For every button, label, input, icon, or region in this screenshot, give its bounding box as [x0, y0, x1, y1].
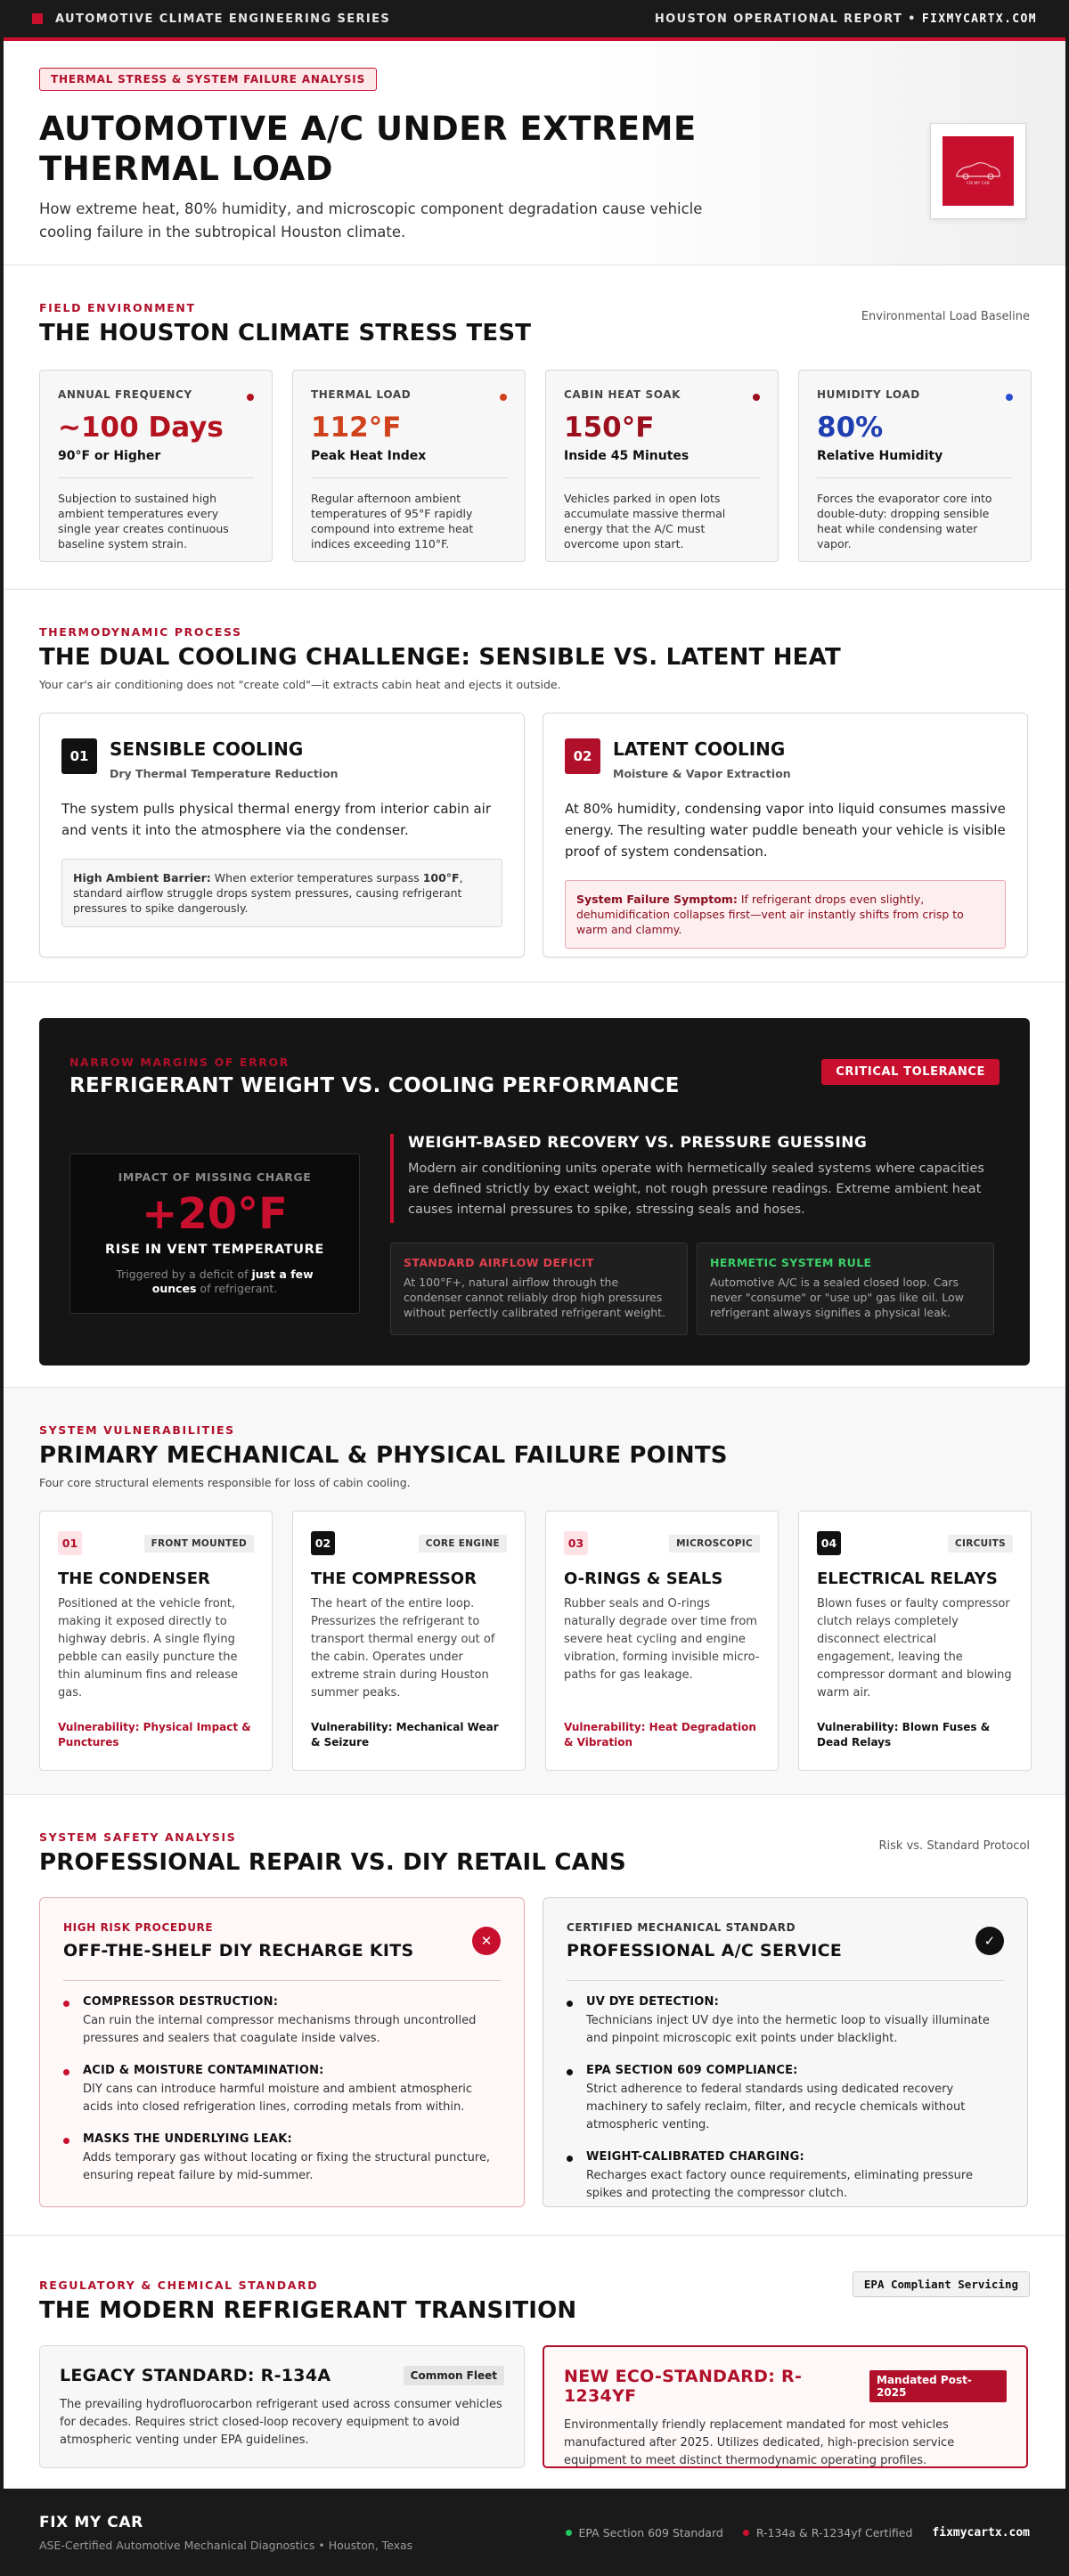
recovery-title: WEIGHT-BASED RECOVERY VS. PRESSURE GUESSING [408, 1134, 868, 1152]
failure-section [4, 1388, 1065, 1795]
footer-sub: ASE-Certified Automotive Mechanical Diagnostics • Houston, Texas [39, 2538, 413, 2552]
failure-point-card [798, 1511, 1032, 1771]
rule-title: HERMETIC SYSTEM RULE [710, 1256, 872, 1269]
note-lead: System Failure Symptom: [576, 893, 738, 906]
vulnerability-label: Vulnerability: Mechanical Wear & Seizure [311, 1721, 499, 1749]
epa-standard-item [566, 2526, 723, 2539]
thermo-subtitle: Your car's air conditioning does not "create cold"—it extracts cabin heat and ejects it outside. [39, 678, 561, 691]
stat-value: 150°F [564, 412, 655, 444]
card-desc: Blown fuses or faulty compressor clutch relays completely disconnect electrical engagement, leaving the compressor dormant and blowing warm air. [817, 1597, 1012, 1700]
list-item [567, 2150, 1004, 2203]
card-number: 04 [817, 1531, 841, 1555]
recovery-block [390, 1134, 994, 1223]
card-body: At 80% humidity, condensing vapor into liquid consumes massive energy. The resulting water puddle beneath your vehicle is visible proof of system condensation. [565, 801, 1006, 860]
item-desc: DIY cans can introduce harmful moisture and ambient atmospheric acids into closed refrigeration lines, corroding metals from within. [83, 2083, 473, 2114]
bullet-icon [567, 2001, 573, 2007]
item-title: EPA SECTION 609 COMPLIANCE: [586, 2064, 798, 2077]
close-icon: ✕ [472, 1927, 501, 1955]
card-title: THE COMPRESSOR [311, 1569, 477, 1588]
stat-sub: Inside 45 Minutes [564, 449, 690, 463]
bullet-icon [567, 2069, 573, 2075]
divider [564, 477, 760, 478]
bullet-icon [63, 2001, 69, 2007]
stat-value: 112°F [311, 412, 402, 444]
stat-desc: Vehicles parked in open lots accumulate massive thermal energy that the A/C must overcome upon start. [564, 492, 726, 550]
stat-sub: Relative Humidity [817, 449, 943, 463]
mandated-badge: Mandated Post-2025 [869, 2370, 1007, 2402]
repair-section [4, 1795, 1065, 2236]
check-icon: ✓ [975, 1927, 1004, 1955]
note-bold: 100°F [422, 871, 460, 884]
footer-brand: FIX MY CAR [39, 2513, 143, 2531]
climate-note: Environmental Load Baseline [861, 310, 1030, 323]
diy-risk-list [63, 1980, 501, 2185]
card-number: 01 [61, 738, 97, 774]
stat-value: 80% [817, 412, 884, 444]
report-text: HOUSTON OPERATIONAL REPORT • [654, 12, 917, 26]
item-desc: Recharges exact factory ounce requirements, eliminating pressure spikes and protecting the compressor clutch. [586, 2169, 973, 2200]
failure-point-card [39, 1511, 273, 1771]
impact-note-b: of refrigerant. [196, 1282, 278, 1295]
card-desc: The heart of the entire loop. Pressurizes the refrigerant to transport thermal energy out of the cabin. Operates under extreme strain during Houston summer peaks. [311, 1597, 495, 1700]
footer-site-link[interactable]: fixmycartx.com [932, 2525, 1030, 2539]
sensible-cooling-card [39, 713, 525, 958]
eco-standard-card [543, 2345, 1028, 2468]
card-title: THE CONDENSER [58, 1569, 210, 1588]
thermo-section [4, 590, 1065, 982]
card-desc: Positioned at the vehicle front, making it exposed directly to highway debris. A single flying pebble can easily puncture the thin aluminum fins and release gas. [58, 1597, 239, 1700]
hermetic-rule-box [697, 1243, 994, 1335]
card-title: LATENT COOLING [613, 738, 786, 760]
status-dot-icon [753, 394, 760, 401]
card-number: 02 [565, 738, 600, 774]
item-desc: Can ruin the internal compressor mechanisms through uncontrolled pressures and sealers that coagulate inside valves. [83, 2014, 477, 2045]
bullet-icon [63, 2138, 69, 2144]
brand-logo [930, 123, 1026, 219]
card-number: 02 [311, 1531, 335, 1555]
location-tag: FRONT MOUNTED [144, 1535, 254, 1553]
legacy-standard-card [39, 2345, 525, 2468]
eco-desc: Environmentally friendly replacement mandated for most vehicles manufactured after 2025. Utilizes dedicated, high-precision service equipment to meet distinct thermodynamic operating profiles. [564, 2418, 955, 2467]
trans-kicker: REGULATORY & CHEMICAL STANDARD [39, 2278, 319, 2292]
status-dot-icon [1006, 394, 1013, 401]
transition-section [4, 2236, 1065, 2489]
page-title: AUTOMOTIVE A/C UNDER EXTREME THERMAL LOAD [39, 110, 697, 188]
failure-point-card [545, 1511, 779, 1771]
stat-value: ~100 Days [58, 412, 224, 444]
climate-title: THE HOUSTON CLIMATE STRESS TEST [39, 320, 532, 346]
note-text: If refrigerant drops even slightly, dehumidification collapses first—vent air instantly shifts from crisp to warm and clammy. [576, 893, 964, 936]
stat-label: HUMIDITY LOAD [817, 388, 920, 401]
impact-sub: RISE IN VENT TEMPERATURE [105, 1243, 324, 1257]
status-dot-icon [500, 394, 507, 401]
pro-title: PROFESSIONAL A/C SERVICE [567, 1941, 843, 1961]
high-ambient-note [61, 859, 502, 927]
status-dot-icon [247, 394, 254, 401]
legacy-title: LEGACY STANDARD: R-134A [60, 2366, 331, 2385]
divider [311, 477, 507, 478]
diy-kicker: HIGH RISK PROCEDURE [63, 1921, 214, 1934]
footer [4, 2489, 1065, 2576]
bullet-icon [567, 2156, 573, 2162]
repair-title: PROFESSIONAL REPAIR VS. DIY RETAIL CANS [39, 1849, 626, 1876]
impact-note-bold: just a few ounces [151, 1268, 314, 1295]
fail-subtitle: Four core structural elements responsible for loss of cabin cooling. [39, 1476, 411, 1489]
impact-note [95, 1268, 334, 1296]
item-title: COMPRESSOR DESTRUCTION: [83, 1995, 279, 2009]
vulnerability-label: Vulnerability: Physical Impact & Punctures [58, 1721, 251, 1749]
failure-symptom-note [565, 880, 1006, 949]
stat-desc: Forces the evaporator core into double-duty: dropping sensible heat while condensing water vapor. [817, 492, 992, 550]
stat-desc: Subjection to sustained high ambient temperatures every single year creates continuous baseline system strain. [58, 492, 229, 550]
card-number: 01 [58, 1531, 82, 1555]
certified-item [743, 2526, 913, 2539]
item-title: UV DYE DETECTION: [586, 1995, 720, 2009]
series-text: AUTOMOTIVE CLIMATE ENGINEERING SERIES [55, 12, 391, 26]
hero [4, 41, 1065, 265]
list-item [567, 1995, 1004, 2048]
card-title: ELECTRICAL RELAYS [817, 1569, 998, 1588]
car-logo-icon [943, 136, 1014, 206]
location-tag: CIRCUITS [948, 1535, 1013, 1553]
pro-benefit-list [567, 1980, 1004, 2203]
vulnerability-label: Vulnerability: Blown Fuses & Dead Relays [817, 1721, 991, 1749]
footer-item-label: EPA Section 609 Standard [578, 2525, 723, 2539]
rule-desc: At 100°F+, natural airflow through the condenser cannot reliably drop high pressures without perfectly calibrated refrigerant weight. [404, 1276, 666, 1319]
climate-stat-card [798, 370, 1032, 562]
note-text-a: When exterior temperatures surpass [210, 871, 423, 884]
green-dot-icon [566, 2530, 572, 2536]
latent-cooling-card [543, 713, 1028, 958]
thermo-kicker: THERMODYNAMIC PROCESS [39, 625, 242, 639]
site-link[interactable]: FIXMYCARTX.COM [921, 12, 1037, 26]
location-tag: MICROSCOPIC [669, 1535, 760, 1553]
logo-text: FIX MY CAR [967, 182, 990, 186]
refrigerant-panel [39, 1018, 1030, 1365]
pro-service-card [543, 1897, 1028, 2207]
common-fleet-badge: Common Fleet [404, 2366, 504, 2385]
card-subtitle: Dry Thermal Temperature Reduction [110, 767, 339, 780]
stat-sub: Peak Heat Index [311, 449, 427, 463]
hero-badge: THERMAL STRESS & SYSTEM FAILURE ANALYSIS [39, 68, 377, 91]
divider [58, 477, 254, 478]
airflow-deficit-box [390, 1243, 688, 1335]
rule-title: STANDARD AIRFLOW DEFICIT [404, 1256, 594, 1269]
vulnerability-label: Vulnerability: Heat Degradation & Vibration [564, 1721, 756, 1749]
eco-title: NEW ECO-STANDARD: R-1234YF [564, 2367, 803, 2406]
impact-value: +20°F [142, 1189, 288, 1239]
card-subtitle: Moisture & Vapor Extraction [613, 767, 791, 780]
report-label [655, 12, 1037, 26]
diy-title: OFF-THE-SHELF DIY RECHARGE KITS [63, 1941, 414, 1961]
card-number: 03 [564, 1531, 588, 1555]
trans-title: THE MODERN REFRIGERANT TRANSITION [39, 2297, 577, 2324]
impact-box [69, 1153, 360, 1314]
climate-stat-card [292, 370, 526, 562]
impact-note-a: Triggered by a deficit of [116, 1268, 252, 1281]
pro-kicker: CERTIFIED MECHANICAL STANDARD [567, 1921, 796, 1934]
list-item [63, 2064, 501, 2116]
item-desc: Strict adherence to federal standards using dedicated recovery machinery to safely reclaim, filter, and recycle chemicals without atmospheric venting. [586, 2083, 966, 2132]
red-dot-icon [743, 2530, 749, 2536]
top-bar [4, 0, 1065, 41]
refrig-title: REFRIGERANT WEIGHT VS. COOLING PERFORMANCE [69, 1074, 680, 1097]
page-subtitle: How extreme heat, 80% humidity, and microscopic component degradation cause vehicle cooling failure in the subtropical Houston climate. [39, 200, 703, 240]
climate-kicker: FIELD ENVIRONMENT [39, 301, 196, 314]
legacy-desc: The prevailing hydrofluorocarbon refrigerant used across consumer vehicles for decades. Requires strict closed-loop recovery equipment to avoid atmospheric venting under EPA guidelines. [60, 2398, 502, 2447]
impact-label: IMPACT OF MISSING CHARGE [118, 1170, 312, 1184]
footer-item-label: R-134a & R-1234yf Certified [755, 2525, 913, 2539]
fail-kicker: SYSTEM VULNERABILITIES [39, 1423, 235, 1437]
card-title: O-RINGS & SEALS [564, 1569, 723, 1588]
fail-title: PRIMARY MECHANICAL & PHYSICAL FAILURE POINTS [39, 1442, 728, 1469]
item-desc: Technicians inject UV dye into the hermetic loop to visually illuminate and pinpoint microscopic exit points under blacklight. [586, 2014, 990, 2045]
card-desc: Rubber seals and O-rings naturally degrade over time from severe heat cycling and engine vibration, forming invisible micro-paths for gas leakage. [564, 1597, 760, 1682]
stat-label: THERMAL LOAD [311, 388, 412, 401]
brand-square-icon [32, 13, 43, 24]
epa-compliant-badge: EPA Compliant Servicing [853, 2271, 1030, 2297]
failure-point-card [292, 1511, 526, 1771]
refrig-kicker: NARROW MARGINS OF ERROR [69, 1056, 290, 1069]
list-item [63, 1995, 501, 2048]
critical-tolerance-badge: CRITICAL TOLERANCE [821, 1059, 1000, 1085]
card-title: SENSIBLE COOLING [110, 738, 304, 760]
climate-section [4, 265, 1065, 590]
note-lead: High Ambient Barrier: [73, 871, 211, 884]
item-title: WEIGHT-CALIBRATED CHARGING: [586, 2150, 804, 2164]
note-text-b: , standard airflow struggle drops system pressures, causing refrigerant pressures to spike dangerously. [73, 871, 463, 915]
repair-note: Risk vs. Standard Protocol [878, 1839, 1030, 1853]
rule-desc: Automotive A/C is a sealed closed loop. Cars never "consume" or "use up" gas like oil. Low refrigerant always signifies a physical leak. [710, 1276, 964, 1319]
stat-sub: 90°F or Higher [58, 449, 161, 463]
location-tag: CORE ENGINE [419, 1535, 507, 1553]
thermo-title: THE DUAL COOLING CHALLENGE: SENSIBLE VS. LATENT HEAT [39, 644, 841, 671]
stat-desc: Regular afternoon ambient temperatures of 95°F rapidly compound into extreme heat indices exceeding 110°F. [311, 492, 474, 550]
list-item [567, 2064, 1004, 2134]
divider [817, 477, 1013, 478]
stat-label: ANNUAL FREQUENCY [58, 388, 192, 401]
list-item [63, 2132, 501, 2185]
repair-kicker: SYSTEM SAFETY ANALYSIS [39, 1830, 237, 1844]
climate-stat-card [39, 370, 273, 562]
bullet-icon [63, 2069, 69, 2075]
series-label [32, 12, 390, 26]
item-title: MASKS THE UNDERLYING LEAK: [83, 2132, 292, 2146]
refrigerant-section [4, 982, 1065, 1388]
item-desc: Adds temporary gas without locating or fixing the structural puncture, ensuring repeat failure by mid-summer. [83, 2151, 491, 2182]
recovery-desc: Modern air conditioning units operate with hermetically sealed systems where capacities are defined strictly by exact weight, not rough pressure readings. Extreme ambient heat causes internal pressures to spike, stressing seals and hoses. [408, 1162, 984, 1217]
card-body: The system pulls physical thermal energy from interior cabin air and vents it into the atmosphere via the condenser. [61, 801, 491, 838]
diy-kit-card [39, 1897, 525, 2207]
climate-stat-card [545, 370, 779, 562]
item-title: ACID & MOISTURE CONTAMINATION: [83, 2064, 324, 2077]
stat-label: CABIN HEAT SOAK [564, 388, 681, 401]
